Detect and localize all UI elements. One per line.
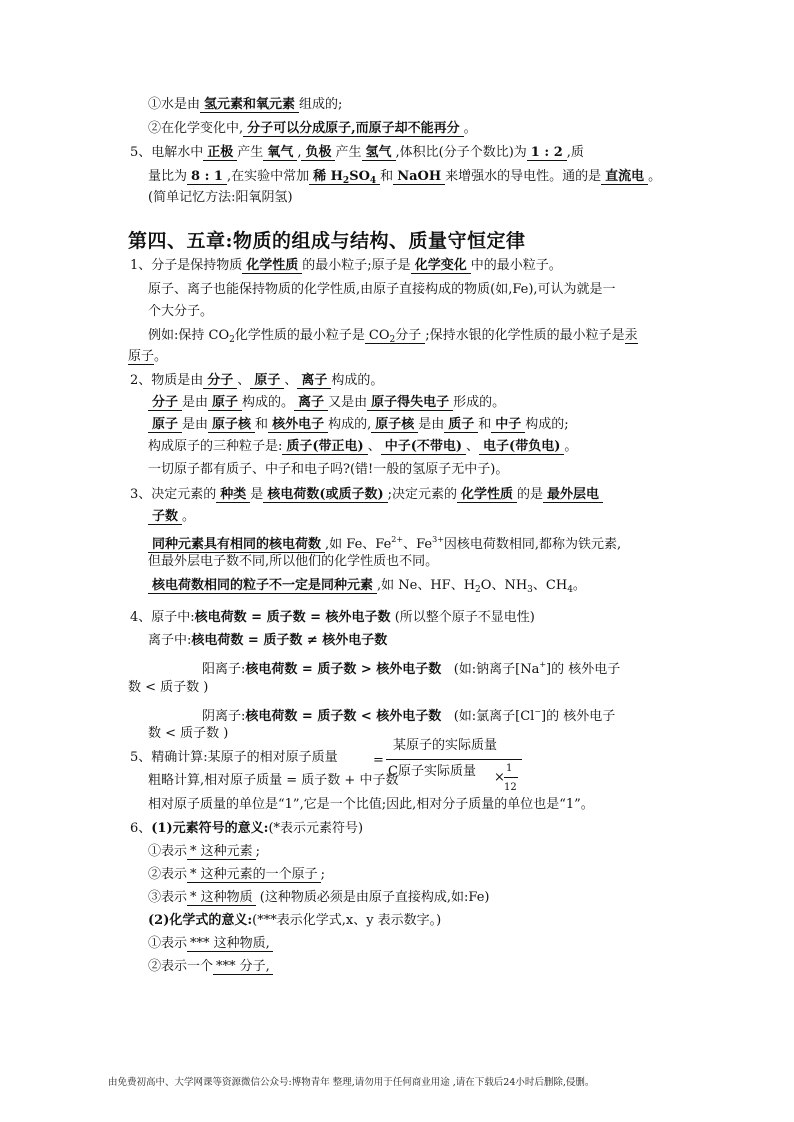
- text-fragment: 例如:保持 CO: [148, 328, 230, 343]
- text-fragment: (这种物质必须是由原子直接构成,如:Fe): [259, 890, 490, 905]
- fraction-bar: [386, 759, 522, 760]
- text-fragment: 3: [527, 585, 533, 595]
- text-fragment: 中的最小粒子。: [470, 258, 562, 273]
- text-fragment: 原子: [128, 349, 155, 364]
- text-fragment: * 这种元素的一个原子: [187, 867, 321, 883]
- line-atom-charge: [130, 609, 535, 627]
- text-fragment: 一切原子都有质子、中子和电子吗?(错!一般的氢原子无中子)。: [148, 462, 509, 477]
- text-fragment: 核电荷数相同的粒子不一定是同种元素: [148, 578, 377, 594]
- text-fragment: 原子: [148, 417, 182, 433]
- text-fragment: 核电荷数 = 质子数 > 核外电子数: [245, 662, 442, 677]
- text-fragment: (2)化学式的意义:: [148, 913, 253, 928]
- text-fragment: ①表示: [148, 936, 188, 951]
- text-fragment: 1、分子是保持物质: [130, 258, 243, 273]
- text-fragment: 2: [475, 585, 481, 595]
- line-water-composition: [148, 96, 342, 114]
- text-fragment: 同种元素具有相同的核电荷数: [148, 537, 325, 553]
- text-fragment: ③表示: [148, 890, 188, 905]
- twelfth-numerator: 1: [506, 763, 513, 774]
- text-fragment: 和: [478, 417, 492, 432]
- text-fragment: 和: [255, 417, 269, 432]
- multiply-sign: ×: [494, 770, 505, 785]
- text-fragment: 产生: [237, 145, 264, 160]
- text-fragment: *** 分子,: [213, 959, 273, 975]
- text-fragment: 氢元素和氧元素: [200, 97, 299, 113]
- text-fragment: 数 < 质子数 ): [128, 680, 209, 695]
- line-cation-cont: [128, 679, 208, 697]
- line-anion-cont: [148, 725, 228, 743]
- text-fragment: 、: [367, 439, 381, 454]
- text-fragment: ,如 Fe、Fe: [325, 537, 392, 552]
- line-molecule-atom: [148, 394, 505, 412]
- text-fragment: 核电荷数(或质子数): [263, 487, 387, 503]
- chapter-heading: 第四、五章:物质的组成与结构、质量守恒定律: [128, 230, 526, 252]
- text-fragment: 化学变化: [411, 258, 471, 274]
- line-symbol-1: [148, 843, 260, 861]
- text-fragment: * 这种元素: [187, 844, 256, 860]
- text-fragment: 3+: [432, 535, 444, 544]
- text-fragment: ,: [297, 145, 302, 160]
- text-fragment: 4、原子中:: [130, 610, 195, 625]
- line-mercury-atom: [128, 348, 167, 366]
- line-mass-ratio: [148, 168, 661, 190]
- text-fragment: SO: [349, 169, 370, 184]
- text-fragment: ;: [255, 844, 261, 859]
- line-matter-composed: [130, 372, 383, 390]
- fraction-numerator: 某原子的实际质量: [393, 738, 498, 753]
- text-fragment: 分子可以分成原子,而原子却不能再分: [243, 121, 464, 137]
- line-unit-note: [148, 796, 594, 814]
- line-anion: [202, 703, 615, 726]
- text-fragment: 直流电: [601, 169, 648, 185]
- text-fragment: 阴离子:: [202, 709, 246, 724]
- text-fragment: 。: [572, 578, 586, 593]
- text-fragment: 负极: [301, 145, 335, 161]
- text-fragment: 6、: [130, 821, 152, 836]
- text-fragment: ,质: [566, 145, 584, 160]
- text-fragment: 核电荷数 = 质子数 < 核外电子数: [245, 709, 442, 724]
- text-fragment: 2: [229, 335, 235, 345]
- text-fragment: 的最小粒子;原子是: [302, 258, 411, 273]
- text-fragment: [365, 328, 425, 344]
- text-fragment: 中子(不带电): [381, 439, 466, 455]
- text-fragment: 5、精确计算:某原子的相对原子质量: [130, 750, 338, 765]
- text-fragment: 化学性质的最小粒子是: [234, 328, 365, 343]
- text-fragment: 核外电子: [268, 417, 328, 433]
- text-fragment: 分子: [203, 373, 237, 389]
- text-fragment: O、NH: [480, 578, 528, 593]
- text-fragment: 稀 H: [313, 169, 343, 184]
- line-same-charge-note: [148, 577, 586, 599]
- line-formula-1: [148, 935, 273, 953]
- text-fragment: ]的 核外电子: [546, 662, 621, 677]
- text-fragment: 但最外层电子数不同,所以他们的化学性质也不同。: [148, 554, 439, 569]
- line-element-type: [130, 486, 603, 504]
- text-fragment: 来增强水的导电性。通的是: [445, 169, 602, 184]
- formula-equals: =: [373, 753, 384, 768]
- text-fragment: 5、电解水中: [130, 145, 204, 160]
- text-fragment: 氢气: [362, 145, 396, 161]
- text-fragment: 是由: [182, 395, 209, 410]
- text-fragment: 原子: [208, 395, 242, 411]
- text-fragment: 和: [380, 169, 394, 184]
- twelfth-bar: [504, 777, 518, 778]
- text-fragment: ①表示: [148, 844, 188, 859]
- text-fragment: 分子: [148, 395, 182, 411]
- text-fragment: 质子: [444, 417, 478, 433]
- text-fragment: 是由: [418, 417, 445, 432]
- text-fragment: *** 这种物质,: [187, 936, 273, 952]
- text-fragment: ②表示: [148, 867, 188, 882]
- text-fragment: (所以整个原子不显电性): [394, 610, 535, 625]
- fraction-denominator: C原子实际质量: [388, 764, 476, 779]
- text-fragment: ,如 Ne、HF、H: [377, 578, 476, 593]
- line-symbol-meaning: [130, 820, 363, 838]
- line-iron-properties: [148, 553, 438, 571]
- footer-note: 由免费初高中、大学网课等资源微信公众号:博物青年 整理,请勿用于任何商业用途 ,请在下载后24小时后删除,侵删。: [108, 1077, 595, 1088]
- line-formula-2: [148, 958, 273, 976]
- text-fragment: 电子(带负电): [479, 439, 564, 455]
- text-fragment: 4: [369, 176, 377, 186]
- line-outer-electrons: [148, 508, 195, 526]
- text-fragment: 1 : 2: [527, 145, 567, 161]
- text-fragment: +: [539, 660, 547, 669]
- text-fragment: 3、决定元素的: [130, 487, 217, 502]
- text-fragment: 2+: [391, 535, 404, 544]
- text-fragment: ,体积比(分子个数比)为: [395, 145, 527, 160]
- text-fragment: [309, 169, 380, 185]
- text-fragment: 原子、离子也能保持物质的化学性质,由原子直接构成的物质(如,Fe),可认为就是一: [148, 282, 616, 297]
- text-fragment: 8 : 1: [187, 169, 227, 185]
- line-three-particles: [148, 438, 577, 456]
- text-fragment: 化学性质: [242, 258, 302, 274]
- text-fragment: 产生: [335, 145, 362, 160]
- text-fragment: 最外层电: [543, 487, 603, 503]
- line-formula-meaning: [148, 912, 441, 930]
- text-fragment: 中子: [491, 417, 525, 433]
- line-hydrogen-note: [148, 461, 508, 479]
- text-fragment: 原子: [250, 373, 284, 389]
- text-fragment: (简单记忆方法:阳氧阴氢): [148, 190, 293, 205]
- line-example-co2: [148, 327, 638, 349]
- twelfth-denominator: 12: [504, 782, 517, 793]
- text-fragment: −: [534, 707, 542, 716]
- text-fragment: (*表示元素符号): [268, 821, 364, 836]
- text-fragment: (如:氯离子[Cl: [453, 709, 535, 724]
- text-fragment: ]的 核外电子: [541, 709, 616, 724]
- text-fragment: * 这种物质: [187, 890, 256, 906]
- text-fragment: 、: [284, 373, 298, 388]
- text-fragment: 组成的;: [299, 97, 343, 112]
- text-fragment: 离子中:: [148, 633, 192, 648]
- line-atoms-ions: [148, 281, 616, 299]
- text-fragment: 量比为: [148, 169, 188, 184]
- text-fragment: 子数: [148, 509, 182, 525]
- text-fragment: 。: [463, 121, 477, 136]
- line-electrolysis: [130, 144, 584, 162]
- text-fragment: 的是: [517, 487, 544, 502]
- text-fragment: 离子: [297, 373, 331, 389]
- text-fragment: 种类: [216, 487, 250, 503]
- text-fragment: 核电荷数 = 质子数 = 核外电子数: [194, 610, 391, 625]
- text-fragment: 构成的;: [525, 417, 569, 432]
- text-fragment: 、CH: [532, 578, 568, 593]
- text-fragment: 2: [342, 176, 350, 186]
- text-fragment: 。: [564, 439, 578, 454]
- text-fragment: 原子核: [208, 417, 255, 433]
- text-fragment: ;决定元素的: [387, 487, 458, 502]
- text-fragment: 粗略计算,相对原子质量 = 质子数 + 中子数: [148, 773, 399, 788]
- text-fragment: 、Fe: [403, 537, 433, 552]
- text-fragment: (如:钠离子[Na: [453, 662, 540, 677]
- text-fragment: 2: [389, 335, 396, 345]
- line-ion-charge: [148, 632, 387, 650]
- text-fragment: 构成原子的三种粒子是:: [148, 439, 283, 454]
- text-fragment: 原子得失电子: [367, 395, 453, 411]
- text-fragment: 质子(带正电): [282, 439, 367, 455]
- text-fragment: 、: [237, 373, 251, 388]
- line-symbol-2: [148, 866, 325, 884]
- text-fragment: 又是由: [328, 395, 368, 410]
- text-fragment: ,在实验中常加: [226, 169, 310, 184]
- text-fragment: 正极: [203, 145, 237, 161]
- text-fragment: 构成的。: [331, 373, 384, 388]
- text-fragment: 是: [250, 487, 264, 502]
- text-fragment: ②在化学变化中,: [148, 121, 244, 136]
- line-cation: [202, 656, 620, 679]
- text-fragment: 个大分子。: [148, 304, 214, 319]
- line-molecule-definition: [130, 257, 562, 275]
- text-fragment: 构成的。: [242, 395, 295, 410]
- line-chemical-change: [148, 120, 477, 138]
- text-fragment: 。: [154, 349, 168, 364]
- text-fragment: (***表示化学式,x、y 表示数字。): [252, 913, 442, 928]
- text-fragment: ②表示一个: [148, 959, 214, 974]
- text-fragment: NaOH: [393, 169, 445, 185]
- text-fragment: 汞: [624, 328, 638, 343]
- text-fragment: 2、物质是由: [130, 373, 204, 388]
- text-fragment: ;: [320, 867, 326, 882]
- text-fragment: 离子: [294, 395, 328, 411]
- line-big-molecule: [148, 303, 213, 321]
- line-memory-tip: [148, 189, 293, 207]
- text-fragment: 数 < 质子数 ): [148, 726, 229, 741]
- text-fragment: 、: [466, 439, 480, 454]
- line-rough-calc: [148, 772, 398, 790]
- text-fragment: 构成的,: [328, 417, 372, 432]
- text-fragment: ;保持水银的化学性质的最小粒子是: [425, 328, 625, 343]
- text-fragment: 因核电荷数相同,都称为铁元素,: [443, 537, 622, 552]
- line-iron-example: [148, 531, 621, 554]
- text-fragment: 4: [567, 585, 573, 595]
- text-fragment: 化学性质: [457, 487, 517, 503]
- text-fragment: 相对原子质量的单位是“1”,它是一个比值;因此,相对分子质量的单位也是“1”。: [148, 797, 594, 812]
- text-fragment: ①水是由: [148, 97, 201, 112]
- line-symbol-3: [148, 889, 489, 907]
- text-fragment: (1)元素符号的意义:: [151, 821, 269, 836]
- text-fragment: 分子: [395, 328, 422, 343]
- text-fragment: 形成的。: [453, 395, 506, 410]
- line-exact-calc: [130, 749, 338, 767]
- text-fragment: 。: [182, 509, 196, 524]
- text-fragment: 原子核: [371, 417, 418, 433]
- text-fragment: 氧气: [263, 145, 297, 161]
- text-fragment: 。: [648, 169, 662, 184]
- text-fragment: 阳离子:: [202, 662, 246, 677]
- text-fragment: 核电荷数 = 质子数 ≠ 核外电子数: [191, 633, 388, 648]
- line-atom-structure: [148, 416, 569, 434]
- text-fragment: 是由: [182, 417, 209, 432]
- text-fragment: CO: [368, 328, 390, 343]
